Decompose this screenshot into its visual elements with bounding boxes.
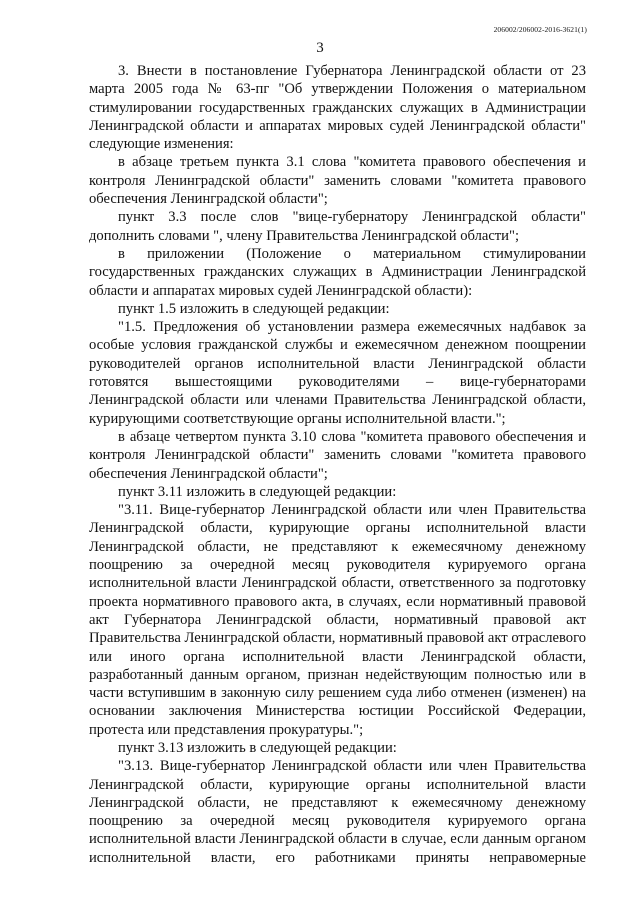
- paragraph-1-5-text: "1.5. Предложения об установлении размера ежемесячных надбавок за особые условия гражданской службы и ежемесячном денежном поощрении руководителей органов исполнительной власти Ленинградской области готовятся вышестоящими руководителями – вице-губернаторами Ленинградской области или членами Правительства Ленинградской области, курирующими соответствующие органы исполнительной власти.";: [89, 319, 586, 427]
- paragraph-3-13-intro: пункт 3.13 изложить в следующей редакции:: [118, 739, 397, 756]
- paragraph-1-5-intro: пункт 1.5 изложить в следующей редакции:: [118, 300, 390, 317]
- paragraph-amend-3-10: в абзаце четвертом пункта 3.10 слова "комитета правового обеспечения и контроля Ленинградской области" заменить словами "комитета правового обеспечения Ленинградской области";: [89, 428, 586, 482]
- document-body: [89, 62, 586, 867]
- paragraph-3-11-text: "3.11. Вице-губернатор Ленинградской области или член Правительства Ленинградской области, курирующие органы исполнительной власти Ленинградской области, не представляют к ежемесячному денежному поощрению за очередной месяц руководителя курируемого органа исполнительной власти Ленинградской области, ответственного за подготовку проекта нормативного правового акта, в случаях, если нормативный правовой акт Губернатора Ленинградской области, нормативный правовой акт Правительства Ленинградской области, нормативный правовой акт отраслевого или иного органа исполнительной власти Ленинградской области, разработанный данным органом, признан недействующим полностью или в части вступившим в законную силу решением суда либо отменен (изменен) на основании заключения Министерства юстиции Российской Федерации, протеста или представления прокуратуры.";: [89, 502, 586, 738]
- paragraph-3-11-intro: пункт 3.11 изложить в следующей редакции:: [118, 483, 397, 500]
- page-number: 3: [316, 40, 324, 56]
- paragraph-amend-3-3: пункт 3.3 после слов "вице-губернатору Ленинградской области" дополнить словами ", члену Правительства Ленинградской области";: [89, 209, 586, 244]
- paragraph-item-3: 3. Внести в постановление Губернатора Ленинградской области от 23 марта 2005 года № 63-пг "Об утверждении Положения о материальном стимулировании государственных гражданских служащих в Администрации Ленинградской области и аппаратах мировых судей Ленинградской области" следующие изменения:: [89, 63, 586, 153]
- paragraph-3-13-text: "3.13. Вице-губернатор Ленинградской области или член Правительства Ленинградской области, курирующие органы исполнительной власти Ленинградской области, не представляют к ежемесячному денежному поощрению за очередной месяц руководителя курируемого органа исполнительной власти Ленинградской области в случае, если данным органом исполнительной власти, его работниками приняты неправомерные: [89, 758, 586, 866]
- document-id: 206002/206002-2016-3621(1): [493, 25, 587, 34]
- paragraph-appendix: в приложении (Положение о материальном стимулировании государственных гражданских служащих в Администрации Ленинградской области и аппаратах мировых судей Ленинградской области):: [89, 245, 586, 299]
- paragraph-amend-3-1: в абзаце третьем пункта 3.1 слова "комитета правового обеспечения и контроля Ленинградской области" заменить словами "комитета правового обеспечения Ленинградской области";: [89, 154, 586, 208]
